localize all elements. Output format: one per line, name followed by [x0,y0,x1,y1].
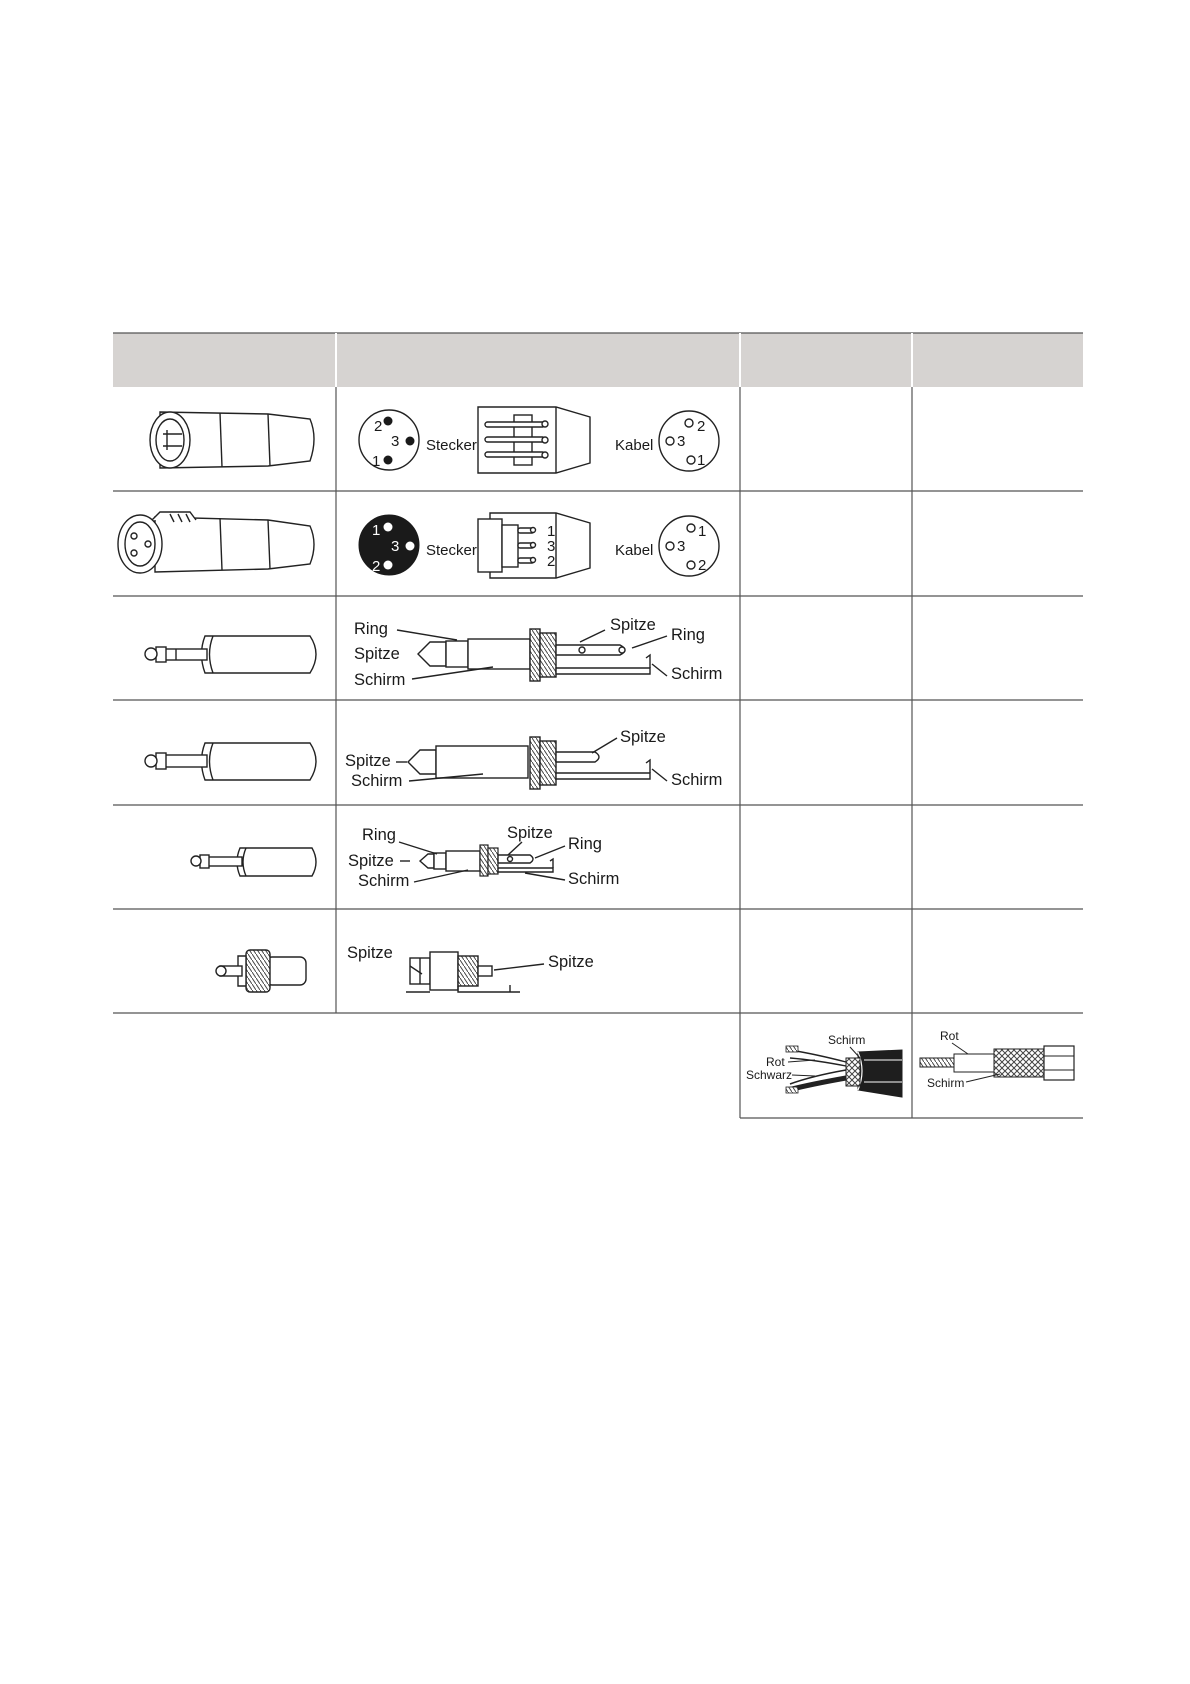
mono-jack-plug-icon [145,743,316,780]
table-row [150,407,719,473]
ring-label: Ring [354,620,388,638]
pin-label: 3 [391,433,400,450]
unbalanced-cable-diagram [920,1029,1074,1090]
pin-label: 2 [698,557,707,574]
pin-label: 2 [372,558,381,575]
rca-plug-icon [216,950,306,992]
schirm-label: Schirm [828,1033,866,1047]
spitze-label: Spitze [348,852,394,870]
rot-label: Rot [766,1055,785,1069]
pin-label: 1 [698,523,707,540]
schwarz-label: Schwarz [746,1068,793,1082]
stereo-jack-wiring-diagram [354,616,722,689]
pin-label: 1 [372,522,381,539]
pin-label: 1 [372,453,381,470]
pin-label: 3 [391,538,400,555]
pin-label: 1 [697,452,706,469]
plug-label: Stecker [426,437,477,454]
spitze-label: Spitze [610,616,656,634]
spitze-label: Spitze [354,645,400,663]
spitze-label: Spitze [548,953,594,971]
schirm-label: Schirm [568,870,620,888]
pin-label: 3 [547,538,556,555]
pin-label: 2 [374,418,383,435]
schirm-label: Schirm [358,872,410,890]
table-row [118,512,719,578]
xlr-female-body-diagram [478,513,590,578]
pin-label: 2 [697,418,706,435]
ring-label: Ring [671,626,705,644]
ring-label: Ring [568,835,602,853]
xlr-male-cable-diagram [615,411,719,471]
pin-label: 3 [677,433,686,450]
table-header [113,333,1083,387]
schirm-label: Schirm [671,665,723,683]
pin-label: 2 [547,553,556,570]
rca-wiring-diagram [347,944,594,992]
mini-jack-wiring-diagram [348,824,619,890]
spitze-label: Spitze [345,752,391,770]
table-row [145,616,722,689]
xlr-female-cable-diagram [615,516,719,576]
rot-label: Rot [940,1029,959,1043]
xlr-female-plug-icon [118,512,314,573]
spitze-label: Spitze [620,728,666,746]
table-row [191,824,619,890]
table-row [216,944,594,992]
schirm-label: Schirm [351,772,403,790]
xlr-male-pin-diagram [359,410,477,470]
cable-label: Kabel [615,437,654,454]
spitze-label: Spitze [347,944,393,962]
pin-label: 3 [677,538,686,555]
table-row [145,728,722,790]
xlr-female-pin-diagram [359,515,477,575]
pin-label: 1 [547,523,556,540]
cable-label: Kabel [615,542,654,559]
schirm-label: Schirm [354,671,406,689]
spitze-label: Spitze [507,824,553,842]
xlr-male-plug-icon [150,412,314,468]
stereo-jack-plug-icon [145,636,316,673]
xlr-male-body-diagram [478,407,590,473]
balanced-cable-diagram [746,1033,902,1097]
schirm-label: Schirm [671,771,723,789]
plug-label: Stecker [426,542,477,559]
schirm-label: Schirm [927,1076,965,1090]
mono-jack-wiring-diagram [345,728,722,790]
ring-label: Ring [362,826,396,844]
mini-jack-plug-icon [191,848,316,876]
